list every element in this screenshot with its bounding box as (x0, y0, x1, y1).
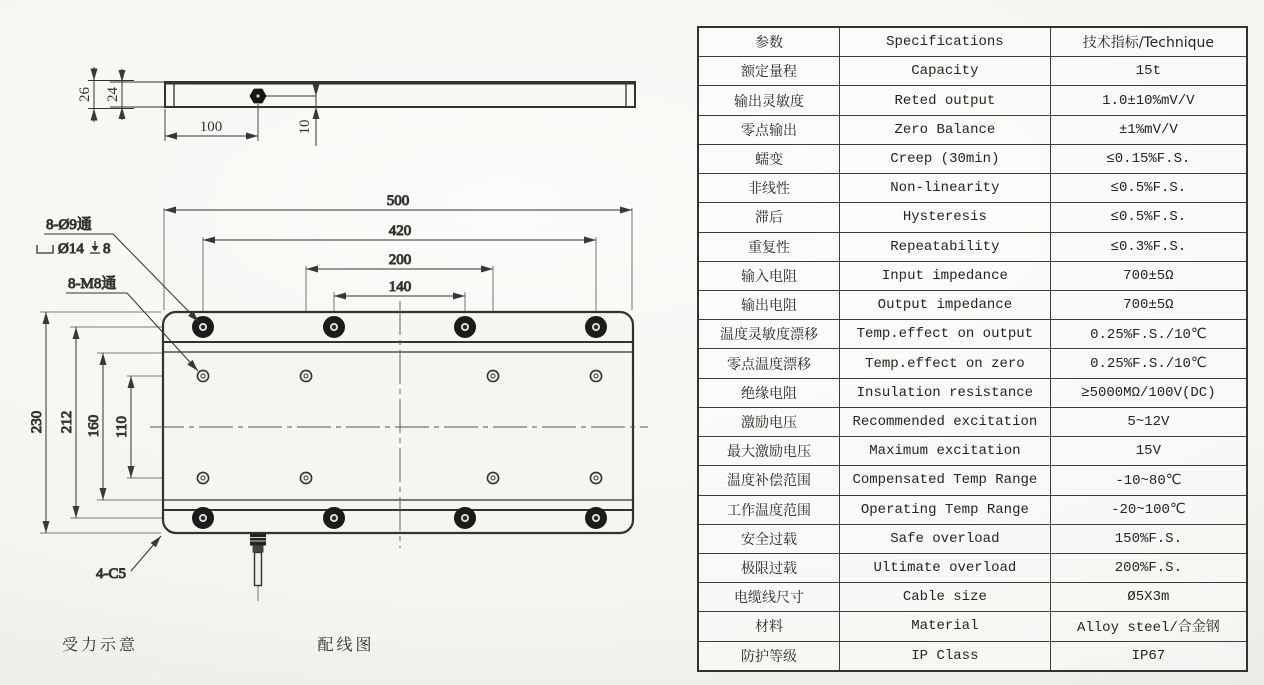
spec-cell-spec: Temp.effect on zero (840, 349, 1051, 378)
spec-cell-value: ≤0.5%F.S. (1050, 203, 1247, 232)
dim-label-inner-span: 200 (388, 252, 412, 268)
spec-cell-param: 重复性 (698, 232, 840, 261)
spec-cell-spec: Material (840, 612, 1051, 641)
spec-cell-value: 200%F.S. (1050, 553, 1247, 582)
spec-cell-value: ≤0.5%F.S. (1050, 174, 1247, 203)
spec-cell-param: 安全过载 (698, 524, 840, 553)
spec-cell-param: 输入电阻 (698, 261, 840, 290)
spec-table-row (698, 524, 1247, 553)
spec-cell-param: 电缆线尺寸 (698, 583, 840, 612)
tapped-holes-label: 8-M8通 (68, 276, 117, 292)
spec-table-row (698, 232, 1247, 261)
counterbore-depth-label: 8 (103, 241, 111, 257)
counterbore-icon (37, 245, 53, 253)
spec-cell-param: 工作温度范围 (698, 495, 840, 524)
spec-cell-spec: Cable size (840, 583, 1051, 612)
spec-cell-value: 15t (1050, 57, 1247, 86)
dim-label-height-body: 24 (105, 87, 121, 102)
chamfer-callout (96, 536, 161, 582)
spec-table-row (698, 612, 1247, 641)
spec-table-row (698, 86, 1247, 115)
spec-cell-spec: Zero Balance (840, 115, 1051, 144)
caption-wiring-diagram: 配线图 (317, 635, 375, 654)
spec-cell-param: 蠕变 (698, 144, 840, 173)
spec-cell-value: 0.25%F.S./10℃ (1050, 320, 1247, 349)
side-view-bar (165, 82, 635, 107)
spec-table-row (698, 378, 1247, 407)
dim-label-length: 500 (386, 193, 410, 209)
spec-table (697, 26, 1248, 672)
spec-cell-value: Ø5X3m (1050, 583, 1247, 612)
spec-cell-spec: Maximum excitation (840, 437, 1051, 466)
spec-cell-spec: Recommended excitation (840, 407, 1051, 436)
spec-cell-value: ≥5000MΩ/100V(DC) (1050, 378, 1247, 407)
dim-label-bolt-row-span: 212 (59, 410, 75, 434)
dim-label-body-span: 160 (86, 414, 102, 438)
dim-label-mid-span: 140 (388, 279, 412, 295)
spec-cell-param: 最大激励电压 (698, 437, 840, 466)
spec-cell-param: 输出电阻 (698, 290, 840, 319)
spec-table-row (698, 553, 1247, 582)
spec-cell-value: ±1%mV/V (1050, 115, 1247, 144)
spec-table-body (698, 27, 1247, 671)
spec-table-row (698, 495, 1247, 524)
spec-cell-spec: Operating Temp Range (840, 495, 1051, 524)
cable-connector (250, 533, 266, 601)
spec-table-row (698, 437, 1247, 466)
header-value: 技术指标/Technique (1050, 27, 1247, 57)
caption-force-diagram: 受力示意 (61, 635, 139, 654)
spec-cell-spec: Hysteresis (840, 203, 1051, 232)
spec-table-row (698, 57, 1247, 86)
spec-cell-param: 防护等级 (698, 641, 840, 671)
spec-table-row (698, 583, 1247, 612)
spec-cell-spec: Capacity (840, 57, 1051, 86)
dim-label-inner-row-span: 110 (114, 416, 130, 438)
spec-cell-param: 激励电压 (698, 407, 840, 436)
spec-cell-spec: Ultimate overload (840, 553, 1051, 582)
spec-cell-param: 额定量程 (698, 57, 840, 86)
spec-cell-value: 700±5Ω (1050, 261, 1247, 290)
dim-label-hole-offset-x: 100 (199, 119, 223, 135)
spec-cell-value: ≤0.15%F.S. (1050, 144, 1247, 173)
spec-cell-value: -20~100℃ (1050, 495, 1247, 524)
spec-cell-spec: Reted output (840, 86, 1051, 115)
spec-cell-value: 0.25%F.S./10℃ (1050, 349, 1247, 378)
spec-cell-param: 极限过载 (698, 553, 840, 582)
spec-table-row (698, 290, 1247, 319)
spec-table-row (698, 407, 1247, 436)
spec-cell-param: 零点输出 (698, 115, 840, 144)
header-spec: Specifications (840, 27, 1051, 57)
spec-table-header-row (698, 27, 1247, 57)
spec-cell-value: IP67 (1050, 641, 1247, 671)
spec-table-row (698, 144, 1247, 173)
spec-cell-param: 绝缘电阻 (698, 378, 840, 407)
dim-label-hole-offset-y: 10 (297, 119, 313, 135)
spec-cell-value: -10~80℃ (1050, 466, 1247, 495)
header-param: 参数 (698, 27, 840, 57)
spec-cell-param: 温度补偿范围 (698, 466, 840, 495)
spec-cell-param: 非线性 (698, 174, 840, 203)
spec-cell-param: 温度灵敏度漂移 (698, 320, 840, 349)
spec-cell-param: 材料 (698, 612, 840, 641)
spec-cell-value: 5~12V (1050, 407, 1247, 436)
dim-label-height-overall: 26 (77, 87, 93, 102)
spec-table-row (698, 174, 1247, 203)
spec-cell-spec: IP Class (840, 641, 1051, 671)
spec-cell-value: 150%F.S. (1050, 524, 1247, 553)
spec-table-row (698, 115, 1247, 144)
spec-cell-value: 700±5Ω (1050, 290, 1247, 319)
spec-cell-value: Alloy steel/合金钢 (1050, 612, 1247, 641)
spec-table-row (698, 349, 1247, 378)
spec-table-row (698, 466, 1247, 495)
spec-cell-spec: Output impedance (840, 290, 1051, 319)
spec-cell-value: ≤0.3%F.S. (1050, 232, 1247, 261)
depth-icon (90, 241, 100, 253)
spec-table-row (698, 203, 1247, 232)
spec-cell-spec: Compensated Temp Range (840, 466, 1051, 495)
spec-cell-value: 1.0±10%mV/V (1050, 86, 1247, 115)
spec-cell-spec: Temp.effect on output (840, 320, 1051, 349)
spec-table-row (698, 261, 1247, 290)
spec-cell-param: 输出灵敏度 (698, 86, 840, 115)
spec-cell-spec: Input impedance (840, 261, 1051, 290)
dim-label-bolt-span: 420 (388, 223, 412, 239)
side-view (77, 67, 635, 146)
spec-table-row (698, 641, 1247, 671)
spec-table-row (698, 320, 1247, 349)
spec-cell-param: 滞后 (698, 203, 840, 232)
spec-cell-spec: Creep (30min) (840, 144, 1051, 173)
spec-cell-spec: Safe overload (840, 524, 1051, 553)
spec-cell-param: 零点温度漂移 (698, 349, 840, 378)
bolt-holes-label: 8-Ø9通 (46, 217, 92, 233)
plan-view (29, 193, 648, 601)
dim-label-width: 230 (29, 410, 45, 434)
spec-cell-spec: Non-linearity (840, 174, 1051, 203)
spec-cell-spec: Insulation resistance (840, 378, 1051, 407)
counterbore-dia-label: Ø14 (58, 241, 84, 257)
spec-cell-value: 15V (1050, 437, 1247, 466)
spec-cell-spec: Repeatability (840, 232, 1051, 261)
chamfer-label: 4-C5 (96, 566, 126, 582)
